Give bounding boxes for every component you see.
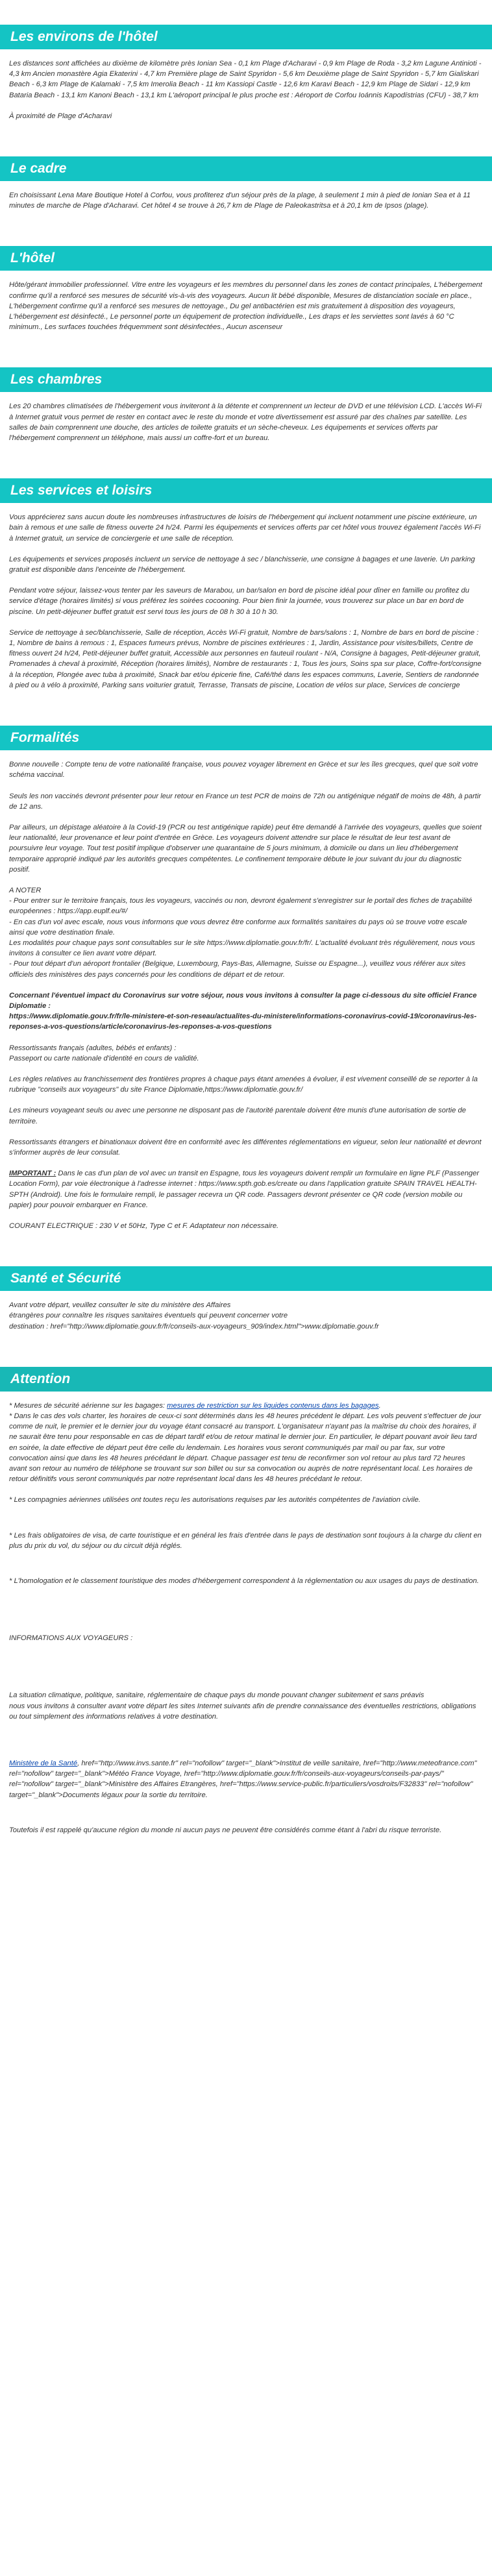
sante-line-1: Avant votre départ, veuillez consulter le site du ministère des Affaires: [9, 1301, 231, 1310]
formalites-resortissants-2: Passeport ou carte nationale d'identité en cours de validité.: [9, 1054, 199, 1062]
section-body-environs: [0, 49, 492, 121]
services-paragraph-4: Service de nettoyage à sec/blanchisserie, Salle de réception, Accès Wi-Fi gratuit, Nombre de bars/salons : 1, Nombre de bars en bord de piscine : 1, Nombre de bains à remous : 1, Espaces fumeurs prévus, Nombre de piscines extérieures : 1, Jardin, Assistance pour visites/billets, Centre de fitness ouvert 24 h/24, Petit-déjeuner buffet gratuit, Accessible aux personnes en fauteuil roulant - N/A, Consigne à bagages, Petit-déjeuner gratuit, Promenades à cheval à proximité, Réception (horaires limités), Nombre de restaurants : 1, Tous les jours, Soins spa sur place, Coffre-fort/consigne à la réception, Plongée avec tuba à proximité, Snack bar et/ou épicerie fine, Café/thé dans les espaces communs, Laverie, Sentiers de randonnée à pied ou à vélo à proximité, Parking sans voiturier gratuit, Terrasse, Transats de piscine, Location de vélos sur place, Services de concierge: [9, 628, 482, 689]
sante-line-2: étrangères pour connaître les risques sanitaires éventuels qui peuvent concerner votre: [9, 1312, 288, 1320]
section-title-environs: Les environs de l'hôtel: [0, 25, 492, 49]
section-formalites: [0, 726, 492, 1231]
sante-line-3: destination : href="http://www.diplomatie.gouv.fr/fr/conseils-aux-voyageurs_909/index.html">www.diplomatie.gouv.fr: [9, 1322, 379, 1331]
formalites-paragraph-4: Les règles relatives au franchissement des frontières propres à chaque pays étant amenées à évoluer, il est vivement conseillé de se reporter à la rubrique "conseils aux voyageurs" du site France Diplomatie,https://www.diplomatie.gouv.fr/: [9, 1075, 478, 1094]
section-title-chambres: Les chambres: [0, 367, 492, 392]
attention-paragraph-3: * Les compagnies aériennes utilisées ont toutes reçu les autorisations requises par les autorités compétentes de l'aviation civile.: [9, 1496, 421, 1504]
attention-paragraph-9: Toutefois il est rappelé qu'aucune région du monde ni aucun pays ne peuvent être considérés comme étant à l'abri du risque terroriste.: [9, 1826, 442, 1834]
environs-proximity: À proximité de Plage d'Acharavi: [9, 112, 112, 120]
attention-paragraph-1: [9, 1401, 483, 1411]
attention-p1-prefix: * Mesures de sécurité aérienne sur les bagages:: [9, 1401, 167, 1410]
formalites-note-3: Les modalités pour chaque pays sont consultables sur le site https://www.diplomatie.gouv.fr/fr/. L'actualité évoluant très régulièrement, nous vous invitons à consulter ce lien avant votre départ.: [9, 938, 475, 958]
section-body-formalites: [0, 750, 492, 1231]
important-label: IMPORTANT :: [9, 1170, 56, 1178]
formalites-bold-1: Concernant l'éventuel impact du Coronavirus sur votre séjour, nous vous invitons à consulter la page ci-dessous du site officiel France Diplomatie :: [9, 991, 477, 1010]
section-chambres: [0, 367, 492, 443]
formalites-paragraph-3: Par ailleurs, un dépistage aléatoire à la Covid-19 (PCR ou test antigénique rapide) peut être demandé à l'arrivée des voyageurs, quelles que soient leur nationalité, leur provenance et leur point d'entrée en Grèce. Les voyageurs doivent attendre sur place le résultat de leur test avant de poursuivre leur voyage. Tout test positif implique d'observer une quarantaine de 5 jours minimum, à domicile ou dans un lieu d'hébergement temporaire approprié indiqué par les autorités grecques compétentes. Le confinement temporaire débute le jour suivant du jour du diagnostic positif.: [9, 823, 482, 874]
attention-paragraph-8: [9, 1758, 483, 1800]
important-text: Dans le cas d'un plan de vol avec un transit en Espagne, tous les voyageurs doivent remplir un formulaire en ligne PLF (Passenger Location Form), par voie électronique à l'adresse internet : https://www.spth.gob.es/create ou dans l'application gratuite SPAIN TRAVEL HEALTH-SPTH (Android). Une fois le formulaire rempli, le passager recevra un QR code. Passagers devront présenter ce QR code (version mobile ou papier) pour pouvoir embarquer en France.: [9, 1170, 480, 1209]
formalites-note-2: - En cas d'un vol avec escale, nous vous informons que vous devrez être conforme aux formalités sanitaires du pays où se trouve votre escale ainsi que votre destination finale.: [9, 918, 467, 937]
attention-info-title: INFORMATIONS AUX VOYAGEURS :: [9, 1634, 133, 1643]
services-paragraph-2: Les équipements et services proposés incluent un service de nettoyage à sec / blanchisserie, une consigne à bagages et une laverie. Un parking gratuit est disponible dans l'enceinte de l'hébergement.: [9, 555, 475, 574]
services-paragraph-3: Pendant votre séjour, laissez-vous tenter par les saveurs de Marabou, un bar/salon en bord de piscine idéal pour dîner en famille ou profitez du service d'étage (horaires limités) si vous préférez les soirées cocooning. Pour bien finir la journée, vous trouverez sur place un bar en bord de piscine. Un petit-déjeuner buffet gratuit est servi tous les jours de 08 h 30 à 10 h 30.: [9, 587, 469, 616]
formalites-paragraph-2: Seuls les non vaccinés devront présenter pour leur retour en France un test PCR de moins de 72h ou antigénique négatif de moins de 48h, à partir de 12 ans.: [9, 792, 482, 811]
section-body-sante: [0, 1291, 492, 1332]
formalites-note-4: - Pour tout départ d'un aéroport frontalier (Belgique, Luxembourg, Pays-Bas, Allemagne, Suisse ou Espagne...), veuillez vous référer aux sites officiels des ministères des pays concernés pour les conditions de départ et de retour.: [9, 960, 466, 979]
formalites-paragraph-5: Les mineurs voyageant seuls ou avec une personne ne disposant pas de l'autorité parentale doivent être munis d'une autorisation de sortie de territoire.: [9, 1107, 466, 1125]
attention-paragraph-4: * Les frais obligatoires de visa, de carte touristique et en général les frais d'entrée dans le pays de destination sont toujours à la charge du client en plus du prix du vol, du séjour ou du circuit déjà réglés.: [9, 1531, 482, 1550]
section-title-formalites: Formalités: [0, 726, 492, 750]
hotel-text: Hôte/gérant immobilier professionnel. Vitre entre les voyageurs et les membres du personnel dans les zones de contact principales, L'hébergement confirme qu'il a renforcé ses mesures de sécurité vis-à-vis des voyageurs. Aucun lit bébé disponible, Mesures de distanciation sociale en place., L'hébergement confirme qu'il a renforcé ses mesures de nettoyage., Du gel antibactérien est mis gratuitement à disposition des voyageurs, L'hébergement est désinfecté., Le personnel porte un équipement de protection individuelle., Les draps et les serviettes sont lavés à 60 °C minimum., Les surfaces touchées fréquemment sont désinfectées., Aucun ascenseur: [9, 281, 482, 332]
liquids-restriction-link[interactable]: mesures de restriction sur les liquides contenus dans les bagages: [167, 1401, 379, 1410]
section-title-attention: Attention: [0, 1367, 492, 1392]
attention-paragraph-7: nous vous invitons à consulter avant votre départ les sites Internet suivants afin de prendre connaissance des éventuelles restrictions, obligations ou tout simplement des informations relatives à votre destination.: [9, 1702, 476, 1721]
attention-paragraph-2: * Dans le cas des vols charter, les horaires de ceux-ci sont déterminés dans les 48 heures précédent le départ. Les vols peuvent s'effectuer de jour comme de nuit, le premier et le dernier jour du voyage étant consacré au transport. L'organisateur n'ayant pas la maîtrise du choix des horaires, il ne saurait être tenu pour responsable en cas de départ tardif et/ou de retour matinal le dernier jour. En particulier, le départ pouvant avoir lieu tard en soirée, la date effective de départ peut être celle du lendemain. Les horaires vous seront communiqués par mail ou par fax, sur votre convocation ainsi que dans les 48 heures précédant le départ. Chaque passager est tenu de reconfirmer son vol retour au plus tard 72 heures avant son retour au numéro de téléphone se trouvant sur son billet ou sur sa convocation ou auprès de notre représentant local. Les horaires de retour définitifs vous seront communiqués par notre représentant local dans les 48 heures précédant le retour.: [9, 1412, 482, 1484]
section-hotel: [0, 246, 492, 332]
formalites-resortissants-1: Ressortissants français (adultes, bébés et enfants) :: [9, 1044, 177, 1052]
section-body-chambres: [0, 392, 492, 443]
section-services: [0, 478, 492, 691]
section-body-cadre: [0, 181, 492, 211]
section-body-attention: [0, 1392, 492, 1835]
formalites-bold-2: https://www.diplomatie.gouv.fr/fr/le-ministere-et-son-reseau/actualites-du-ministere/informations-coronavirus-covid-19/coronavirus-les-reponses-a-vos-questions/article/coronavirus-les-reponses-a-vos-questions: [9, 1012, 477, 1031]
section-attention: [0, 1367, 492, 1835]
chambres-text: Les 20 chambres climatisées de l'hébergement vous inviteront à la détente et comprennent un lecteur de DVD et une télévision LCD. L'accès Wi-Fi à Internet gratuit vous permet de rester en contact avec le reste du monde et votre divertissement est assuré par des chaînes par satellite. Les salles de bain comprennent une douche, des articles de toilette gratuits et un sèche-cheveux. Les équipements et services offerts par l'hébergement comprennent un téléphone, mais aussi un coffre-fort et un bureau.: [9, 402, 482, 443]
formalites-paragraph-6: Ressortissants étrangers et binationaux doivent être en conformité avec les différentes réglementations en vigueur, selon leur nationalité et devront s'informer auprès de leur consulat.: [9, 1138, 482, 1157]
formalites-important: [9, 1168, 483, 1210]
formalites-paragraph-1: Bonne nouvelle : Compte tenu de votre nationalité française, vous pouvez voyager librement en Grèce et sur les îles grecques, quel que soit votre schéma vaccinal.: [9, 761, 478, 779]
section-title-cadre: Le cadre: [0, 156, 492, 181]
formalites-note-1: - Pour entrer sur le territoire français, tous les voyageurs, vaccinés ou non, devront également s'enregistrer sur le portail des fiches de traçabilité européennes : https://app.euplf.eu/#/: [9, 897, 473, 916]
section-title-sante: Santé et Sécurité: [0, 1266, 492, 1291]
section-sante: [0, 1266, 492, 1332]
attention-paragraph-5: * L'homologation et le classement touristique des modes d'hébergement correspondent à la réglementation ou aux usages du pays de destination.: [9, 1577, 479, 1586]
services-paragraph-1: Vous apprécierez sans aucun doute les nombreuses infrastructures de loisirs de l'hébergement qui incluent notamment une piscine extérieure, un bain à remous et une salle de fitness ouverte 24 h/24. Parmi les équipements et services offerts par cet hôtel vous trouvez également l'accès Wi-Fi à Internet gratuit, un service de conciergerie et une salle de réception.: [9, 513, 481, 543]
section-body-services: [0, 503, 492, 691]
section-environs: [0, 0, 492, 121]
section-title-services: Les services et loisirs: [0, 478, 492, 503]
attention-p8-rest: , href="http://www.invs.sante.fr" rel="nofollow" target="_blank">Institut de veille sanitaire, href="http://www.meteofrance.com" rel="nofollow" target="_blank">Météo France Voyage, href="http://www.diplomatie.gouv.fr/fr/conseils-aux-voyageurs/conseils-par-pays/" rel="nofollow" target="_blank">Ministère des Affaires Etrangères, href="https://www.service-public.fr/particuliers/vosdroits/F32833" rel="nofollow" target="_blank">Documents légaux pour la sortie du territoire.: [9, 1760, 477, 1799]
section-title-hotel: L'hôtel: [0, 246, 492, 271]
formalites-note-title: A NOTER: [9, 886, 42, 894]
section-body-hotel: [0, 271, 492, 332]
ministere-sante-link[interactable]: Ministère de la Santé: [9, 1760, 78, 1768]
section-cadre: [0, 156, 492, 211]
attention-p1-suffix: .: [378, 1401, 381, 1410]
environs-distances: Les distances sont affichées au dixième de kilomètre près Ionian Sea - 0,1 km Plage d'Acharavi - 0,9 km Plage de Roda - 3,2 km Lagune Antinioti - 4,3 km Ancien monastère Agia Ekaterini - 4,7 km Première plage de Saint Spyridon - 5,6 km Deuxième plage de Saint Spyridon - 5,7 km Gialiskari Beach - 6,3 km Plage de Kalamaki - 7,5 km Imerolia Beach - 11 km Kassiopi Castle - 12,6 km Karavi Beach - 12,9 km Plage de Sidari - 12,9 km Bataria Beach - 13,1 km Kanoni Beach - 13,1 km L'aéroport principal le plus proche est : Aéroport de Corfou Ioánnis Kapodístrias (CFU) - 38,7 km: [9, 60, 482, 99]
attention-paragraph-6: La situation climatique, politique, sanitaire, réglementaire de chaque pays du monde pouvant changer subitement et sans préavis: [9, 1691, 424, 1700]
cadre-text: En choisissant Lena Mare Boutique Hotel à Corfou, vous profiterez d'un séjour près de la plage, à seulement 1 min à pied de Ionian Sea et à 11 minutes de marche de Plage d'Acharavi. Cet hôtel 4 se trouve à 26,7 km de Plage de Paleokastritsa et à 20,1 km de Ipsos (plage).: [9, 191, 471, 210]
formalites-courant: COURANT ELECTRIQUE : 230 V et 50Hz, Type C et F. Adaptateur non nécessaire.: [9, 1222, 279, 1230]
